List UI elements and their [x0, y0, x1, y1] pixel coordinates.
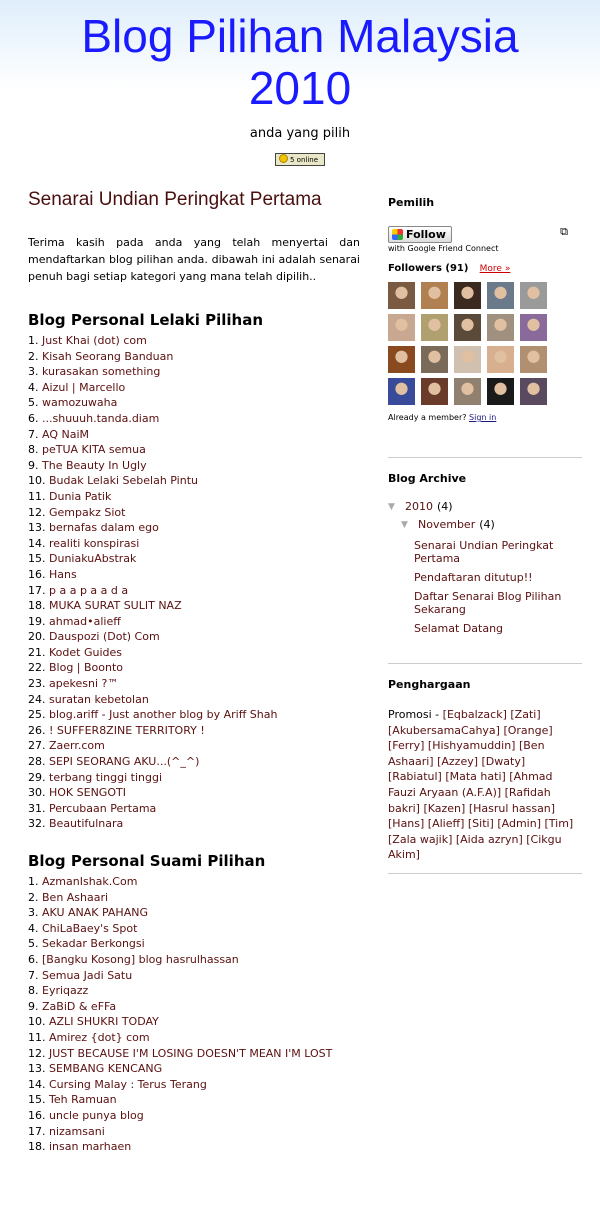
- divider: [388, 663, 582, 664]
- list-item-number: 7.: [28, 968, 39, 982]
- list-item: [28, 801, 360, 817]
- list-item: [28, 364, 360, 380]
- blog-link[interactable]: AQ NaiM: [42, 427, 90, 441]
- follower-avatar[interactable]: [520, 282, 547, 309]
- archive-post-link[interactable]: Senarai Undian Peringkat Pertama: [414, 539, 554, 565]
- list-item-number: 5.: [28, 396, 39, 410]
- list-item-number: 30.: [28, 786, 46, 800]
- blog-link[interactable]: AZLI SHUKRI TODAY: [49, 1015, 159, 1029]
- sidebar: [388, 196, 576, 888]
- blog-title[interactable]: Blog Pilihan Malaysia 2010: [81, 10, 519, 114]
- blog-link[interactable]: The Beauty In Ugly: [42, 458, 147, 472]
- follower-avatar[interactable]: [487, 314, 514, 341]
- blog-link[interactable]: ! SUFFER8ZINE TERRITORY !: [49, 723, 205, 737]
- follower-avatar[interactable]: [421, 314, 448, 341]
- blog-link[interactable]: uncle punya blog: [49, 1108, 144, 1122]
- list-item-number: 6.: [28, 411, 39, 425]
- list-item-number: 23.: [28, 677, 46, 691]
- list-item: [28, 1014, 360, 1030]
- follow-button[interactable]: [388, 226, 452, 243]
- list-item: [28, 551, 360, 567]
- list-item: [28, 473, 360, 489]
- follower-avatar[interactable]: [520, 378, 547, 405]
- list-item: [28, 645, 360, 661]
- blog-link[interactable]: Percubaan Pertama: [49, 801, 157, 815]
- list-item: [28, 349, 360, 365]
- list-item-number: 6.: [28, 952, 39, 966]
- list-item: [28, 1124, 360, 1140]
- list-item-number: 27.: [28, 739, 46, 753]
- list-item: [28, 723, 360, 739]
- list-item-number: 32.: [28, 817, 46, 831]
- list-item-number: 9.: [28, 999, 39, 1013]
- blog-link[interactable]: AzmanIshak.Com: [42, 875, 138, 888]
- list-item: [28, 968, 360, 984]
- blog-link[interactable]: apekesni ?™: [49, 677, 119, 691]
- blog-link[interactable]: MUKA SURAT SULIT NAZ: [49, 599, 182, 613]
- blog-header: [0, 0, 600, 166]
- archive-month[interactable]: November: [418, 518, 476, 531]
- blog-link[interactable]: insan marhaen: [49, 1140, 132, 1154]
- collapse-triangle-icon[interactable]: ▼: [401, 520, 408, 530]
- followers-count: Followers (91): [388, 263, 469, 274]
- follower-avatar[interactable]: [388, 346, 415, 373]
- blog-link[interactable]: JUST BECAUSE I'M LOSING DOESN'T MEAN I'M LOST: [49, 1046, 333, 1060]
- blog-link[interactable]: Kodet Guides: [49, 645, 122, 659]
- blog-link[interactable]: SEMBANG KENCANG: [49, 1062, 163, 1076]
- divider: [388, 457, 582, 458]
- blog-link[interactable]: Eyriqazz: [42, 984, 89, 998]
- blog-link[interactable]: ChiLaBaey's Spot: [42, 921, 138, 935]
- blog-link[interactable]: HOK SENGOTI: [49, 786, 126, 800]
- archive-heading: Blog Archive: [388, 472, 467, 485]
- follower-avatar[interactable]: [454, 378, 481, 405]
- blog-link[interactable]: nizamsani: [49, 1124, 105, 1138]
- blog-link[interactable]: Blog | Boonto: [49, 661, 124, 675]
- main-content: [28, 188, 360, 1175]
- blog-link[interactable]: blog.ariff - Just another blog by Ariff Shah: [49, 708, 278, 722]
- list-item: [28, 890, 360, 906]
- archive-year[interactable]: 2010: [405, 500, 433, 513]
- list-item-number: 14.: [28, 536, 46, 550]
- list-item-number: 15.: [28, 552, 46, 566]
- list-item: [28, 567, 360, 583]
- blog-link[interactable]: SEPI SEORANG AKU...(^_^): [49, 755, 200, 769]
- list-item: [28, 785, 360, 801]
- list-item: [28, 770, 360, 786]
- list-item: [28, 442, 360, 458]
- more-followers-link[interactable]: More »: [479, 264, 511, 274]
- blog-link[interactable]: Hans: [49, 567, 77, 581]
- blog-list-lelaki: [28, 333, 360, 832]
- blog-link[interactable]: kurasakan something: [42, 365, 161, 379]
- online-counter-badge[interactable]: [275, 153, 325, 166]
- list-item-number: 2.: [28, 349, 39, 363]
- list-item-number: 28.: [28, 755, 46, 769]
- archive-post-link[interactable]: Selamat Datang: [414, 622, 504, 635]
- list-item: [28, 905, 360, 921]
- list-item-number: 1.: [28, 334, 39, 347]
- list-item: [28, 489, 360, 505]
- list-item: [28, 738, 360, 754]
- list-item-number: 17.: [28, 1124, 46, 1138]
- blog-link[interactable]: [Bangku Kosong] blog hasrulhassan: [42, 952, 239, 966]
- blog-link[interactable]: AKU ANAK PAHANG: [42, 906, 148, 920]
- gfc-subtitle: with Google Friend Connect: [388, 244, 499, 253]
- follower-avatar[interactable]: [388, 314, 415, 341]
- follower-avatar[interactable]: [388, 378, 415, 405]
- list-item: [28, 754, 360, 770]
- blog-archive: [388, 499, 576, 635]
- list-item: [28, 1077, 360, 1093]
- followers-avatar-grid: [388, 282, 576, 405]
- online-count: 5 online: [289, 156, 319, 164]
- list-item-number: 2.: [28, 890, 39, 904]
- section-title-suami: Blog Personal Suami Pilihan: [28, 852, 266, 870]
- blog-link[interactable]: bernafas dalam ego: [49, 521, 159, 535]
- list-item: [28, 1139, 360, 1155]
- list-item-number: 16.: [28, 567, 46, 581]
- already-member-text: Already a member?: [388, 413, 467, 422]
- awards-heading: Penghargaan: [388, 678, 471, 691]
- list-item-number: 26.: [28, 723, 46, 737]
- list-item: [28, 936, 360, 952]
- blog-link[interactable]: peTUA KITA semua: [42, 443, 146, 457]
- follow-label: Follow: [406, 228, 446, 241]
- archive-month-count: (4): [479, 518, 495, 531]
- list-item-number: 11.: [28, 1030, 46, 1044]
- list-item-number: 10.: [28, 474, 46, 488]
- blog-link[interactable]: Dunia Patik: [49, 489, 112, 503]
- blog-tagline: anda yang pilih: [249, 126, 351, 141]
- list-item-number: 15.: [28, 1093, 46, 1107]
- follower-avatar[interactable]: [487, 378, 514, 405]
- follower-avatar[interactable]: [520, 314, 547, 341]
- list-item-number: 13.: [28, 1062, 46, 1076]
- blog-link[interactable]: Just Khai (dot) com: [42, 334, 147, 347]
- blog-link[interactable]: DuniakuAbstrak: [49, 552, 137, 566]
- list-item: [28, 1092, 360, 1108]
- pemilih-heading: Pemilih: [388, 196, 435, 209]
- blog-link[interactable]: Beautifulnara: [49, 817, 124, 831]
- list-item-number: 18.: [28, 1140, 46, 1154]
- list-item-number: 17.: [28, 583, 46, 597]
- list-item-number: 8.: [28, 443, 39, 457]
- blog-link[interactable]: Semua Jadi Satu: [42, 968, 133, 982]
- list-item: [28, 520, 360, 536]
- list-item-number: 16.: [28, 1108, 46, 1122]
- blog-link[interactable]: Cursing Malay : Terus Terang: [49, 1077, 207, 1091]
- follower-avatar[interactable]: [487, 282, 514, 309]
- list-item: [28, 707, 360, 723]
- blog-link[interactable]: Aizul | Marcello: [42, 380, 126, 394]
- list-item: [28, 629, 360, 645]
- archive-post-link[interactable]: Daftar Senarai Blog Pilihan Sekarang: [414, 590, 562, 616]
- list-item: [28, 816, 360, 832]
- blog-link[interactable]: wamozuwaha: [42, 396, 118, 410]
- list-item-number: 1.: [28, 875, 39, 888]
- list-item-number: 11.: [28, 489, 46, 503]
- list-item-number: 19.: [28, 614, 46, 628]
- google-friend-connect-widget: [388, 223, 576, 423]
- list-item-number: 5.: [28, 937, 39, 951]
- list-item: [28, 660, 360, 676]
- blog-link[interactable]: Amirez {dot} com: [49, 1030, 150, 1044]
- list-item: [28, 333, 360, 349]
- blog-link[interactable]: realiti konspirasi: [49, 536, 140, 550]
- follower-avatar[interactable]: [388, 282, 415, 309]
- blog-link[interactable]: ahmad•alieff: [49, 614, 121, 628]
- archive-month-row[interactable]: [401, 517, 576, 533]
- list-item: [28, 952, 360, 968]
- list-item: [28, 536, 360, 552]
- list-item: [28, 983, 360, 999]
- list-item-number: 18.: [28, 599, 46, 613]
- list-item-number: 24.: [28, 692, 46, 706]
- expand-icon[interactable]: ⧉: [560, 225, 568, 238]
- post-title[interactable]: Senarai Undian Peringkat Pertama: [28, 189, 322, 210]
- list-item-number: 10.: [28, 1015, 46, 1029]
- list-item: [28, 505, 360, 521]
- followers-row: [388, 263, 576, 274]
- sign-in-link[interactable]: Sign in: [469, 413, 497, 422]
- list-item-number: 4.: [28, 380, 39, 394]
- follower-avatar[interactable]: [454, 314, 481, 341]
- awards-links[interactable]: [Eqbalzack] [Zati] [AkubersamaCahya] [Orange] [Ferry] [Hishyamuddin] [Ben Ashaari] [Azzey] [Dwaty] [Rabiatul] [Mata hati] [Ahmad Fauzi Aryaan (A.F.A)] [Rafidah bakri] [Kazen] [Hasrul hassan] [Hans] [Alieff] [Siti] [Admin] [Tim] [Zala wajik] [Aida azryn] [Cikgu Akim]: [388, 708, 574, 862]
- blog-link[interactable]: Budak Lelaki Sebelah Pintu: [49, 474, 198, 488]
- list-item-number: 4.: [28, 921, 39, 935]
- follower-avatar[interactable]: [487, 346, 514, 373]
- post-intro: Terima kasih pada anda yang telah menyertai dan mendaftarkan blog pilihan anda. dibawah ini adalah senarai penuh bagi setiap kategori yang mana telah dipilih..: [28, 236, 360, 283]
- list-item: [28, 676, 360, 692]
- awards-prefix: Promosi -: [388, 708, 443, 721]
- blog-link[interactable]: Sekadar Berkongsi: [42, 937, 145, 951]
- list-item: [28, 1046, 360, 1062]
- follower-avatar[interactable]: [421, 378, 448, 405]
- list-item: [28, 395, 360, 411]
- list-item-number: 13.: [28, 521, 46, 535]
- list-item-number: 29.: [28, 770, 46, 784]
- blog-link[interactable]: Gempakz Siot: [49, 505, 126, 519]
- list-item-number: 20.: [28, 630, 46, 644]
- blog-list-suami: [28, 874, 360, 1155]
- blog-link[interactable]: Teh Ramuan: [49, 1093, 117, 1107]
- list-item-number: 31.: [28, 801, 46, 815]
- blog-link[interactable]: p a a p a a d a: [49, 583, 129, 597]
- list-item-number: 3.: [28, 365, 39, 379]
- list-item: [28, 692, 360, 708]
- follower-avatar[interactable]: [520, 346, 547, 373]
- collapse-triangle-icon[interactable]: ▼: [388, 502, 395, 512]
- blog-link[interactable]: Ben Ashaari: [42, 890, 109, 904]
- list-item: [28, 874, 360, 890]
- list-item-number: 14.: [28, 1077, 46, 1091]
- list-item-number: 21.: [28, 645, 46, 659]
- blog-link[interactable]: terbang tinggi tinggi: [49, 770, 162, 784]
- follower-avatar[interactable]: [421, 282, 448, 309]
- list-item: [28, 999, 360, 1015]
- archive-year-row[interactable]: [388, 499, 576, 515]
- list-item: [28, 1061, 360, 1077]
- list-item: [28, 921, 360, 937]
- list-item: [28, 458, 360, 474]
- blog-link[interactable]: Zaerr.com: [49, 739, 105, 753]
- list-item-number: 8.: [28, 984, 39, 998]
- list-item: [28, 1108, 360, 1124]
- blog-link[interactable]: ...shuuuh.tanda.diam: [42, 411, 160, 425]
- list-item: [28, 614, 360, 630]
- follower-avatar[interactable]: [421, 346, 448, 373]
- list-item: [28, 598, 360, 614]
- already-member-row: [388, 413, 576, 422]
- list-item-number: 3.: [28, 906, 39, 920]
- online-dot-icon: [279, 154, 288, 163]
- list-item-number: 7.: [28, 427, 39, 441]
- list-item-number: 12.: [28, 1046, 46, 1060]
- blog-link[interactable]: Dauspozi (Dot) Com: [49, 630, 160, 644]
- list-item: [28, 411, 360, 427]
- list-item: [28, 427, 360, 443]
- section-title-lelaki: Blog Personal Lelaki Pilihan: [28, 311, 264, 329]
- follower-avatar[interactable]: [454, 346, 481, 373]
- list-item-number: 9.: [28, 458, 39, 472]
- list-item-number: 22.: [28, 661, 46, 675]
- blog-link[interactable]: ZaBiD & eFFa: [42, 999, 117, 1013]
- list-item: [28, 1030, 360, 1046]
- archive-year-count: (4): [437, 500, 453, 513]
- divider: [388, 873, 582, 874]
- list-item-number: 12.: [28, 505, 46, 519]
- blog-link[interactable]: suratan kebetolan: [49, 692, 149, 706]
- archive-post-link[interactable]: Pendaftaran ditutup!!: [414, 571, 533, 584]
- google-icon: [392, 229, 403, 240]
- awards-list: [388, 707, 576, 863]
- list-item: [28, 583, 360, 599]
- follower-avatar[interactable]: [454, 282, 481, 309]
- list-item: [28, 380, 360, 396]
- list-item-number: 25.: [28, 708, 46, 722]
- blog-link[interactable]: Kisah Seorang Banduan: [42, 349, 174, 363]
